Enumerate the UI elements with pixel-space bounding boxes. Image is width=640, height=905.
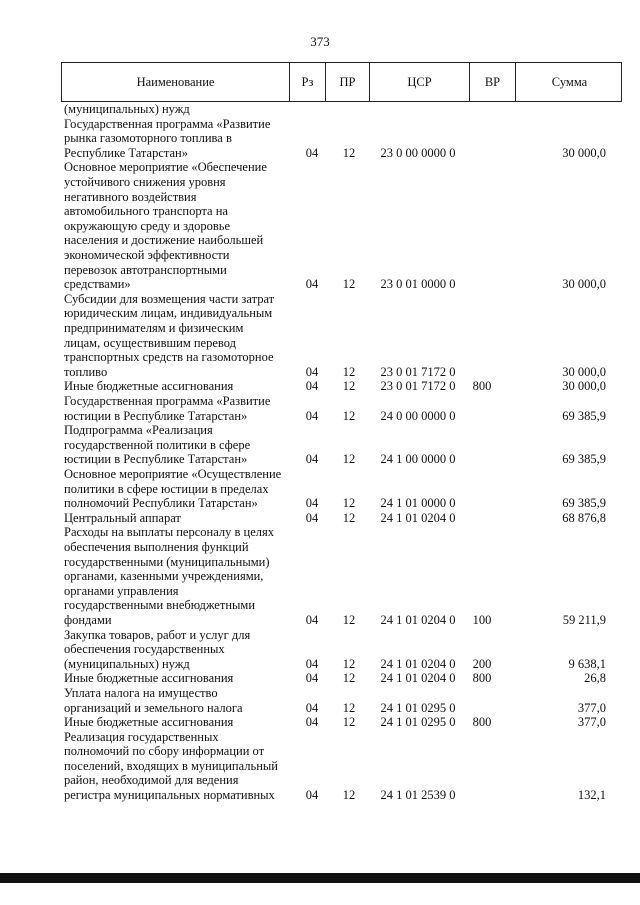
table-row <box>0 379 640 394</box>
row-name-line: Субсидии для возмещения части затрат <box>64 291 275 306</box>
row-csr: 24 1 01 0204 0 <box>380 612 456 627</box>
row-name-line: органами управления <box>64 583 179 598</box>
row-rz: 04 <box>305 788 319 803</box>
table-row <box>0 423 640 467</box>
row-rz: 04 <box>305 364 319 379</box>
row-name <box>64 686 291 715</box>
header-sum: Сумма <box>551 74 588 89</box>
row-csr: 24 1 01 0295 0 <box>380 715 456 730</box>
row-name-line: устойчивого снижения уровня <box>64 174 226 189</box>
row-name-line: средствами» <box>64 277 131 292</box>
row-vr: 800 <box>472 379 492 394</box>
header-pr: ПР <box>326 63 370 101</box>
row-name-line: перевозок автотранспортными <box>64 262 227 277</box>
row-name-line: поселений, входящих в муниципальный <box>64 758 278 773</box>
row-name-line: государственными внебюджетными <box>64 598 256 613</box>
row-sum: 30 000,0 <box>562 364 606 379</box>
row-name <box>64 730 291 803</box>
row-name-line: (муниципальных) нужд <box>64 102 190 116</box>
row-sum: 30 000,0 <box>562 379 606 394</box>
row-sum: 30 000,0 <box>562 277 606 292</box>
row-csr: 23 0 01 0000 0 <box>380 277 456 292</box>
row-name-line: Иные бюджетные ассигнования <box>64 671 234 686</box>
row-vr: 800 <box>472 671 492 686</box>
row-name-line: полномочий по сбору информации от <box>64 744 265 759</box>
table-row <box>0 511 640 526</box>
row-name <box>64 671 291 686</box>
table-row <box>0 160 640 291</box>
row-rz: 04 <box>305 671 319 686</box>
bottom-border <box>0 873 640 883</box>
row-name-line: населения и достижение наибольшей <box>64 233 264 248</box>
row-name-line: Государственная программа «Развитие <box>64 116 271 131</box>
row-rz: 04 <box>305 452 319 467</box>
row-sum: 9 638,1 <box>568 656 606 671</box>
row-name-line: Основное мероприятие «Осуществление <box>64 466 282 481</box>
row-pr: 12 <box>342 408 356 423</box>
row-name-line: юстиции в Республике Татарстан» <box>64 408 248 423</box>
page-number: 373 <box>310 34 330 49</box>
row-vr: 800 <box>472 715 492 730</box>
table-row <box>0 686 640 715</box>
row-name-line: Основное мероприятие «Обеспечение <box>64 160 267 175</box>
row-name-line: Закупка товаров, работ и услуг для <box>64 627 251 642</box>
row-rz: 04 <box>305 379 319 394</box>
row-name-line: автомобильного транспорта на <box>64 204 228 219</box>
row-pr: 12 <box>342 612 356 627</box>
row-name-line: окружающую среду и здоровье <box>64 218 231 233</box>
row-name-line: Уплата налога на имущество <box>64 685 218 700</box>
table-row <box>0 525 640 627</box>
table-body <box>0 102 640 803</box>
row-csr: 24 1 01 0295 0 <box>380 700 456 715</box>
table-row <box>0 671 640 686</box>
row-rz: 04 <box>305 612 319 627</box>
row-rz: 04 <box>305 496 319 511</box>
table-header <box>61 62 622 102</box>
row-name <box>64 628 291 672</box>
row-rz: 04 <box>305 408 319 423</box>
row-csr: 23 0 01 7172 0 <box>380 379 456 394</box>
row-name-line: рынка газомоторного топлива в <box>64 131 232 146</box>
row-name-line: экономической эффективности <box>64 247 230 262</box>
row-rz: 04 <box>305 700 319 715</box>
row-name-line: транспортных средств на газомоторное <box>64 350 274 365</box>
row-csr: 24 1 00 0000 0 <box>380 452 456 467</box>
row-name <box>64 525 291 627</box>
row-name <box>64 511 291 526</box>
row-name-line: топливо <box>64 364 108 379</box>
table-row <box>0 102 640 117</box>
row-pr: 12 <box>342 379 356 394</box>
row-name-line: органами, казенными учреждениями, <box>64 569 264 584</box>
row-sum: 69 385,9 <box>562 496 606 511</box>
header-vr: ВР <box>470 63 516 101</box>
row-pr: 12 <box>342 452 356 467</box>
row-pr: 12 <box>342 145 356 160</box>
row-name-line: Государственная программа «Развитие <box>64 393 271 408</box>
row-name-line: государственными (муниципальными) <box>64 554 270 569</box>
row-pr: 12 <box>342 656 356 671</box>
row-csr: 23 0 01 7172 0 <box>380 364 456 379</box>
row-name <box>64 394 291 423</box>
row-name-line: политики в сфере юстиции в пределах <box>64 481 269 496</box>
row-csr: 24 1 01 0204 0 <box>380 510 456 525</box>
row-name-line: район, необходимой для ведения <box>64 773 239 788</box>
row-vr: 100 <box>472 612 492 627</box>
row-csr: 24 1 01 0204 0 <box>380 656 456 671</box>
header-name: Наименование <box>62 63 290 101</box>
row-name <box>64 467 291 511</box>
row-name-line: регистра муниципальных нормативных <box>64 788 275 803</box>
row-name-line: Иные бюджетные ассигнования <box>64 715 234 730</box>
row-name <box>64 160 291 291</box>
row-name-line: негативного воздействия <box>64 189 197 204</box>
row-sum: 377,0 <box>577 715 606 730</box>
row-rz: 04 <box>305 715 319 730</box>
row-pr: 12 <box>342 715 356 730</box>
row-pr: 12 <box>342 700 356 715</box>
row-name <box>64 379 291 394</box>
row-sum: 377,0 <box>577 700 606 715</box>
table-row <box>0 117 640 161</box>
row-sum: 26,8 <box>584 671 606 686</box>
row-name-line: юридическим лицам, индивидуальным <box>64 306 273 321</box>
row-csr: 24 0 00 0000 0 <box>380 408 456 423</box>
row-pr: 12 <box>342 496 356 511</box>
row-name-line: Иные бюджетные ассигнования <box>64 379 234 394</box>
row-name-line: обеспечения государственных <box>64 642 225 657</box>
row-sum: 132,1 <box>577 788 606 803</box>
row-rz: 04 <box>305 145 319 160</box>
table-row <box>0 628 640 672</box>
table-row <box>0 292 640 380</box>
row-name <box>64 117 291 161</box>
row-csr: 24 1 01 2539 0 <box>380 788 456 803</box>
row-csr: 24 1 01 0000 0 <box>380 496 456 511</box>
row-name <box>64 715 291 730</box>
row-name-line: (муниципальных) нужд <box>64 656 190 671</box>
row-pr: 12 <box>342 671 356 686</box>
row-pr: 12 <box>342 277 356 292</box>
table-row <box>0 394 640 423</box>
row-name-line: Подпрограмма «Реализация <box>64 423 213 438</box>
header-csr: ЦСР <box>370 63 470 101</box>
row-rz: 04 <box>305 656 319 671</box>
row-vr: 200 <box>472 656 492 671</box>
row-name-line: юстиции в Республике Татарстан» <box>64 452 248 467</box>
row-sum: 69 385,9 <box>562 452 606 467</box>
row-name-line: предпринимателям и физическим <box>64 320 244 335</box>
row-name-line: полномочий Республики Татарстан» <box>64 496 258 511</box>
row-name <box>64 102 291 117</box>
row-pr: 12 <box>342 510 356 525</box>
row-csr: 23 0 00 0000 0 <box>380 145 456 160</box>
row-pr: 12 <box>342 364 356 379</box>
row-sum: 69 385,9 <box>562 408 606 423</box>
row-name-line: Центральный аппарат <box>64 510 181 525</box>
row-name-line: Республике Татарстан» <box>64 145 188 160</box>
table-row <box>0 715 640 730</box>
table-row <box>0 467 640 511</box>
row-csr: 24 1 01 0204 0 <box>380 671 456 686</box>
row-name-line: Расходы на выплаты персоналу в целях <box>64 525 274 540</box>
row-rz: 04 <box>305 277 319 292</box>
row-name-line: Реализация государственных <box>64 729 219 744</box>
row-name-line: организаций и земельного налога <box>64 700 243 715</box>
row-rz: 04 <box>305 510 319 525</box>
row-name-line: государственной политики в сфере <box>64 437 251 452</box>
row-sum: 59 211,9 <box>562 612 606 627</box>
table-row <box>0 730 640 803</box>
row-name <box>64 423 291 467</box>
row-name-line: лицам, осуществившим перевод <box>64 335 236 350</box>
header-rz: Рз <box>290 63 326 101</box>
row-pr: 12 <box>342 788 356 803</box>
row-name-line: фондами <box>64 612 112 627</box>
row-sum: 30 000,0 <box>562 145 606 160</box>
row-name <box>64 292 291 380</box>
row-sum: 68 876,8 <box>562 510 606 525</box>
row-name-line: обеспечения выполнения функций <box>64 539 249 554</box>
